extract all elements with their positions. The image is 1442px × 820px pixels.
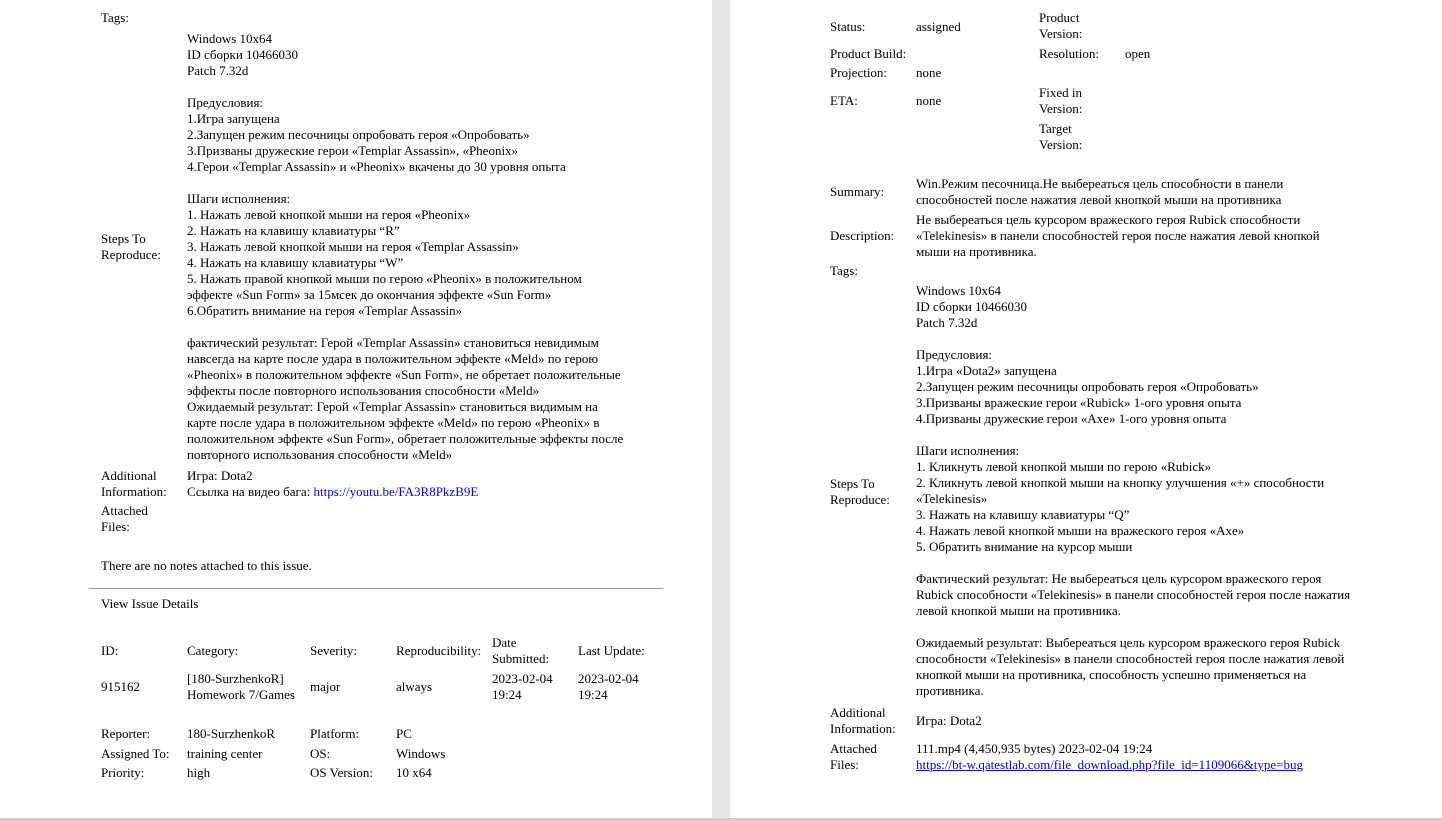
step-item: 2. Нажать на клавишу клавиатуры “R” xyxy=(187,223,400,238)
tags-label: Tags: xyxy=(830,263,858,278)
step-item: 4. Нажать на клавишу клавиатуры “W” xyxy=(187,255,404,270)
summary-label: Summary: xyxy=(830,184,885,199)
tags-label: Tags: xyxy=(101,10,129,25)
actual-result-line: навсегда на карте после удара в положительном эффекте «Meld» по герою xyxy=(187,351,599,366)
reporter-label: Reporter: xyxy=(101,726,151,741)
additional-info-label: Additional Information: xyxy=(101,468,167,499)
steps-label: Steps To Reproduce: xyxy=(830,476,890,507)
projection-label: Projection: xyxy=(830,65,888,80)
eta-value: none xyxy=(916,93,942,108)
attached-files-value xyxy=(916,741,1303,773)
tag-item: Windows 10x64 xyxy=(916,283,1002,298)
step-item: «Telekinesis» xyxy=(916,491,988,506)
additional-game: Игра: Dota2 xyxy=(916,713,982,728)
header-severity: Severity: xyxy=(310,643,357,658)
right-details-block xyxy=(916,283,1436,699)
description-value: Не выбереаться цель курсором вражеского героя Rubick способности «Telekinesis» в панели способностей героя после нажатия левой кнопкой мыши на противника. xyxy=(916,212,1320,259)
tag-item: ID сборки 10466030 xyxy=(916,299,1028,314)
expected-result-line: повторного использования способности «Meld» xyxy=(187,447,453,462)
step-item: 6.Обратить внимание на героя «Templar Assassin» xyxy=(187,303,463,318)
status-label: Status: xyxy=(830,19,866,34)
actual-result-line: «Pheonix» в положительном эффекте «Sun Form», не обретает положительные xyxy=(187,367,621,382)
actual-result-line: фактический результат: Герой «Templar Assassin» становиться невидимым xyxy=(187,335,599,350)
fixed-in-version-label: Fixed in Version: xyxy=(1039,85,1083,116)
precondition-item: 3.Призваны вражеские герои «Rubick» 1-ого уровня опыта xyxy=(916,395,1242,410)
actual-result-line: левой кнопкой мыши на противника. xyxy=(916,603,1121,618)
issue-id: 915162 xyxy=(101,679,140,694)
header-category: Category: xyxy=(187,643,239,658)
preconditions-title: Предусловия: xyxy=(916,347,993,362)
video-link-prefix: Ссылка на видео бага: xyxy=(187,484,314,499)
steps-label: Steps To Reproduce: xyxy=(101,231,161,262)
expected-result-line: Ожидаемый результат: Выбереаться цель курсором вражеского героя Rubick xyxy=(916,635,1341,650)
step-item: 3. Нажать на клавишу клавиатуры “Q” xyxy=(916,507,1130,522)
step-item: 4. Нажать левой кнопкой мыши на вражеского героя «Axe» xyxy=(916,523,1245,538)
os-value: Windows xyxy=(396,746,446,761)
precondition-item: 3.Призваны дружеские герои «Templar Assassin», «Pheonix» xyxy=(187,143,519,158)
step-item: 5. Нажать правой кнопкой мыши по герою «Pheonix» в положительном xyxy=(187,271,582,286)
step-item: 3. Нажать левой кнопкой мыши на героя «Templar Assassin» xyxy=(187,239,519,254)
priority-label: Priority: xyxy=(101,765,145,780)
additional-info-value xyxy=(187,468,478,500)
step-item: 5. Обратить внимание на курсор мыши xyxy=(916,539,1133,554)
expected-result-line: противника. xyxy=(916,683,984,698)
priority-value: high xyxy=(187,765,211,780)
precondition-item: 4.Призваны дружеские герои «Axe» 1-ого уровня опыта xyxy=(916,411,1227,426)
attached-files-label: Attached Files: xyxy=(101,503,148,534)
projection-value: none xyxy=(916,65,942,80)
additional-info-label: Additional Information: xyxy=(830,705,896,736)
description-label: Description: xyxy=(830,228,895,243)
expected-result-line: Ожидаемый результат: Герой «Templar Assassin» становиться видимым на xyxy=(187,399,598,414)
view-issue-details-heading: View Issue Details xyxy=(101,596,199,611)
tag-item: ID сборки 10466030 xyxy=(187,47,299,62)
tag-item: Patch 7.32d xyxy=(916,315,978,330)
attached-file-link[interactable]: https://bt-w.qatestlab.com/file_download.php?file_id=1109066&type=bug xyxy=(916,757,1304,772)
eta-label: ETA: xyxy=(830,93,858,108)
additional-game: Игра: Dota2 xyxy=(187,468,253,483)
preconditions-title: Предусловия: xyxy=(187,95,264,110)
precondition-item: 2.Запущен режим песочницы опробовать героя «Опробовать» xyxy=(916,379,1259,394)
steps-title: Шаги исполнения: xyxy=(916,443,1020,458)
tag-item: Patch 7.32d xyxy=(187,63,249,78)
step-item: 1. Кликнуть левой кнопкой мыши по герою «Rubick» xyxy=(916,459,1212,474)
precondition-item: 2.Запущен режим песочницы опробовать героя «Опробовать» xyxy=(187,127,530,142)
left-page xyxy=(0,0,712,818)
expected-result-line: карте после удара в положительном эффекте «Meld» по герою «Pheonix» в xyxy=(187,415,600,430)
right-page xyxy=(730,0,1442,818)
issue-date-submitted: 2023-02-04 19:24 xyxy=(492,671,553,702)
header-id: ID: xyxy=(101,643,119,658)
expected-result-line: положительном эффекте «Sun Form», обретает положительные эффекты после xyxy=(187,431,624,446)
header-last-update: Last Update: xyxy=(578,643,645,658)
attached-files-label: Attached Files: xyxy=(830,741,877,772)
issue-last-update: 2023-02-04 19:24 xyxy=(578,671,639,702)
step-item: эффекте «Sun Form» за 15мсек до окончания эффекте «Sun Form» xyxy=(187,287,552,302)
precondition-item: 1.Игра «Dota2» запущена xyxy=(916,363,1057,378)
tag-item: Windows 10x64 xyxy=(187,31,273,46)
section-divider xyxy=(89,588,663,589)
issue-severity: major xyxy=(310,679,341,694)
actual-result-line: Rubick способности «Telekinesis» в панели способностей героя после нажатия xyxy=(916,587,1351,602)
reporter-value: 180-SurzhenkoR xyxy=(187,726,276,741)
os-version-value: 10 x64 xyxy=(396,765,432,780)
resolution-value: open xyxy=(1125,46,1151,61)
product-version-label: Product Version: xyxy=(1039,10,1083,41)
attached-file-info: 111.mp4 (4,450,935 bytes) 2023-02-04 19:24 xyxy=(916,741,1153,756)
steps-title: Шаги исполнения: xyxy=(187,191,291,206)
assigned-to-label: Assigned To: xyxy=(101,746,170,761)
expected-result-line: способности «Telekinesis» в панели способностей героя после нажатия левой xyxy=(916,651,1345,666)
video-link[interactable]: https://youtu.be/FA3R8PkzB9E xyxy=(313,484,479,499)
assigned-to-value: training center xyxy=(187,746,263,761)
step-item: 1. Нажать левой кнопкой мыши на героя «Pheonix» xyxy=(187,207,471,222)
step-item: 2. Кликнуть левой кнопкой мыши на кнопку улучшения «+» способности xyxy=(916,475,1325,490)
platform-label: Platform: xyxy=(310,726,360,741)
actual-result-line: Фактический результат: Не выбереаться цель курсором вражеского героя xyxy=(916,571,1322,586)
precondition-item: 1.Игра запущена xyxy=(187,111,280,126)
header-date-submitted: Date Submitted: xyxy=(492,635,550,666)
precondition-item: 4.Герои «Templar Assassin» и «Pheonix» вкачены до 30 уровня опыта xyxy=(187,159,566,174)
summary-value: Win.Режим песочница.Не выбереаться цель способности в панели способностей после нажатия левой кнопкой мыши на противника xyxy=(916,176,1284,207)
issue-category: [180-SurzhenkoR] Homework 7/Games xyxy=(187,671,295,702)
platform-value: PC xyxy=(396,726,412,741)
product-build-label: Product Build: xyxy=(830,46,907,61)
os-version-label: OS Version: xyxy=(310,765,373,780)
resolution-label: Resolution: xyxy=(1039,46,1099,61)
no-notes-text: There are no notes attached to this issue. xyxy=(101,558,312,573)
target-version-label: Target Version: xyxy=(1039,121,1083,152)
actual-result-line: эффекты после повторного использования способности «Meld» xyxy=(187,383,540,398)
status-value: assigned xyxy=(916,19,961,34)
issue-reproducibility: always xyxy=(396,679,433,694)
header-reproducibility: Reproducibility: xyxy=(396,643,482,658)
os-label: OS: xyxy=(310,746,331,761)
expected-result-line: кнопкой мыши на противника, способность успешно применяеться на xyxy=(916,667,1307,682)
left-details-block xyxy=(187,31,667,463)
